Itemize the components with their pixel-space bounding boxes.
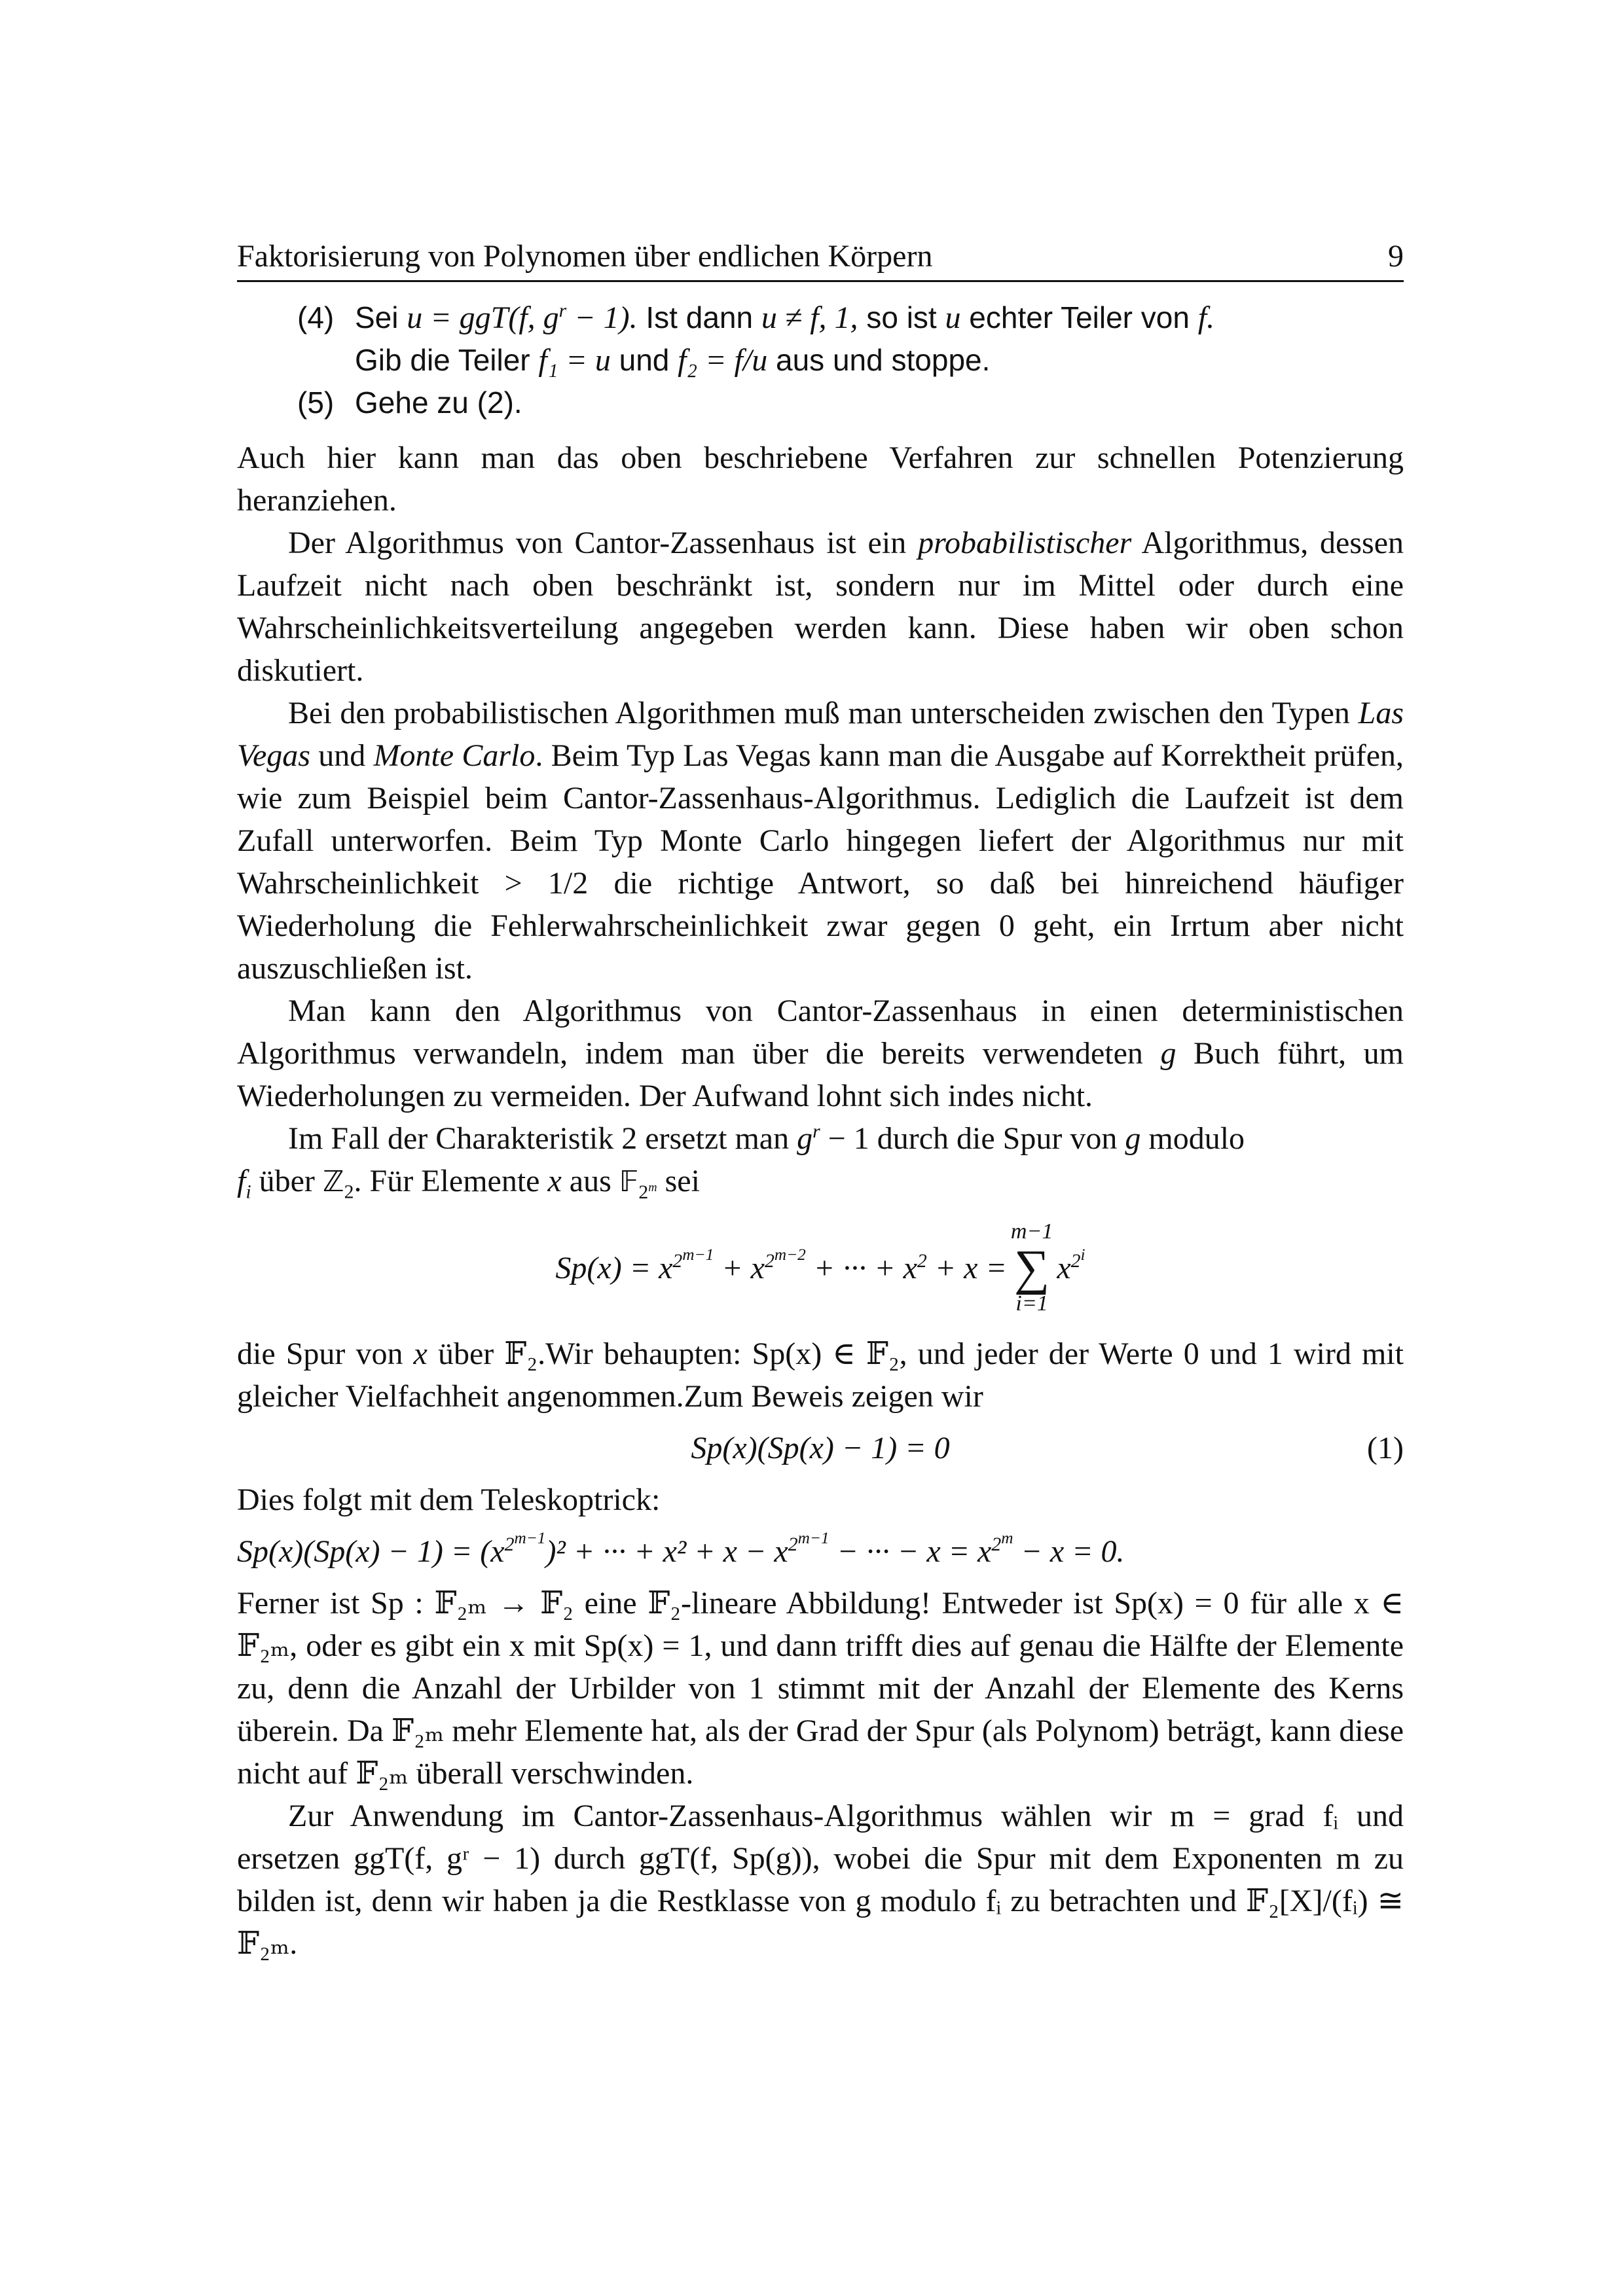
- running-head: [237, 237, 1404, 282]
- paragraph: Auch hier kann man das oben beschriebene Verfahren zur schnellen Potenzierung heranziehen.: [237, 440, 1404, 518]
- paragraph: Zur Anwendung im Cantor-Zassenhaus-Algorithmus wählen wir m = grad fᵢ und ersetzen ggT(f, gʳ − 1) durch ggT(f, Sp(g)), wobei die Spur mit dem Exponenten m zu bilden ist, denn wir haben ja die Restklasse von g modulo fᵢ zu betrachten und 𝔽₂[X]/(fᵢ) ≅ 𝔽₂ₘ.: [237, 1799, 1404, 1961]
- math-inline: f.: [1197, 300, 1215, 335]
- math-inline: f₁ = u: [538, 343, 611, 378]
- step-text: echter Teiler von: [969, 300, 1190, 334]
- sum-symbol: m−1 ∑ i=1: [1010, 1219, 1053, 1316]
- step-text: so ist: [866, 300, 937, 334]
- running-head-title: Faktorisierung von Polynomen über endlichen Körpern: [237, 239, 933, 274]
- paragraph: Dies folgt mit dem Teleskoptrick:: [237, 1482, 661, 1517]
- step-text: aus und stoppe.: [776, 343, 991, 377]
- paragraph: Im Fall der Charakteristik 2 ersetzt man $g^r - 1$ durch die Spur von g modulo $f_i$ über ℤ$_2$. Für Elemente x aus 𝔽$_{2^m}$ sei: [237, 1121, 1245, 1203]
- step-number: (4): [297, 300, 335, 334]
- step-text: Gehe zu (2).: [355, 386, 522, 420]
- step-number: (5): [297, 386, 335, 420]
- math-inline: u: [945, 300, 961, 335]
- equation-trace-definition: Sp(x) = $x^{2^{m-1}} + x^{2^{m-2}}$ + ··· + $x^2 + x$ = m−1 ∑ i=1 $x^{2^i}$: [555, 1219, 1085, 1316]
- paragraph: Ferner ist Sp : 𝔽₂ₘ → 𝔽₂ eine 𝔽₂-lineare Abbildung! Entweder ist Sp(x) = 0 für alle x ∈ 𝔽₂ₘ, oder es gibt ein x mit Sp(x) = 1, und dann trifft dies auf genau die Hälfte der Elemente zu, denn die Anzahl der Urbilder von 1 stimmt mit der Anzahl der Elemente des Kerns überein. Da 𝔽₂ₘ mehr Elemente hat, als der Grad der Spur (als Polynom) beträgt, kann diese nicht auf 𝔽₂ₘ überall verschwinden.: [237, 1586, 1404, 1791]
- emphasis: probabilistischer: [918, 526, 1132, 560]
- algorithm-step-4: [237, 296, 1404, 382]
- body-text: [237, 437, 1404, 1965]
- page-number: 9: [1388, 239, 1404, 274]
- step-text: Gib die Teiler: [355, 343, 530, 377]
- equation-number: (1): [1367, 1431, 1404, 1465]
- emphasis: Monte Carlo: [373, 738, 536, 773]
- equation-1: Sp(x)(Sp(x) − 1) = 0 (1): [237, 1427, 1404, 1469]
- algorithm-steps: [237, 296, 1404, 423]
- paragraph: Der Algorithmus von Cantor-Zassenhaus ist ein probabilistischer Algorithmus, dessen Laufzeit nicht nach oben beschränkt ist, sondern nur im Mittel oder durch eine Wahrscheinlichkeitsverteilung angegeben werden kann. Diese haben wir oben schon diskutiert.: [237, 526, 1404, 688]
- emphasis: Las Vegas: [237, 696, 1404, 773]
- paragraph: Man kann den Algorithmus von Cantor-Zassenhaus in einen deterministischen Algorithmus verwandeln, indem man über die bereits verwendeten g Buch führt, um Wiederholungen zu vermeiden. Der Aufwand lohnt sich indes nicht.: [237, 994, 1404, 1113]
- page: [237, 237, 1404, 1965]
- math-inline: u = ggT(f, $g^r - 1$).: [407, 300, 638, 335]
- algorithm-step-5: [237, 382, 1404, 423]
- equation-telescope: $Sp(x)(Sp(x) - 1) = (x^{2^{m-1}})^2$ + ··· + $x^2 + x - x^{2^{m-1}}$ − ··· − $x = x^{2^m} - x = 0$.: [237, 1529, 1125, 1569]
- step-text: Ist dann: [646, 300, 754, 334]
- paragraph: die Spur von x über 𝔽₂.Wir behaupten: Sp(x) ∈ 𝔽₂, und jeder der Werte 0 und 1 wird mit gleicher Vielfachheit angenommen.Zum Beweis zeigen wir: [237, 1336, 1404, 1414]
- math-inline: u ≠ f, 1,: [761, 300, 858, 335]
- step-text: und: [619, 343, 670, 377]
- step-text: Sei: [355, 300, 399, 334]
- math-inline: f₂ = f/u: [678, 343, 768, 378]
- paragraph: Bei den probabilistischen Algorithmen muß man unterscheiden zwischen den Typen Las Vegas und Monte Carlo. Beim Typ Las Vegas kann man die Ausgabe auf Korrektheit prüfen, wie zum Beispiel beim Cantor-Zassenhaus-Algorithmus. Lediglich die Laufzeit ist dem Zufall unterworfen. Beim Typ Monte Carlo hingegen liefert der Algorithmus nur mit Wahrscheinlichkeit > 1/2 die richtige Antwort, so daß bei hinreichend häufiger Wiederholung die Fehlerwahrscheinlichkeit zwar gegen 0 geht, ein Irrtum aber nicht auszuschließen ist.: [237, 696, 1404, 986]
